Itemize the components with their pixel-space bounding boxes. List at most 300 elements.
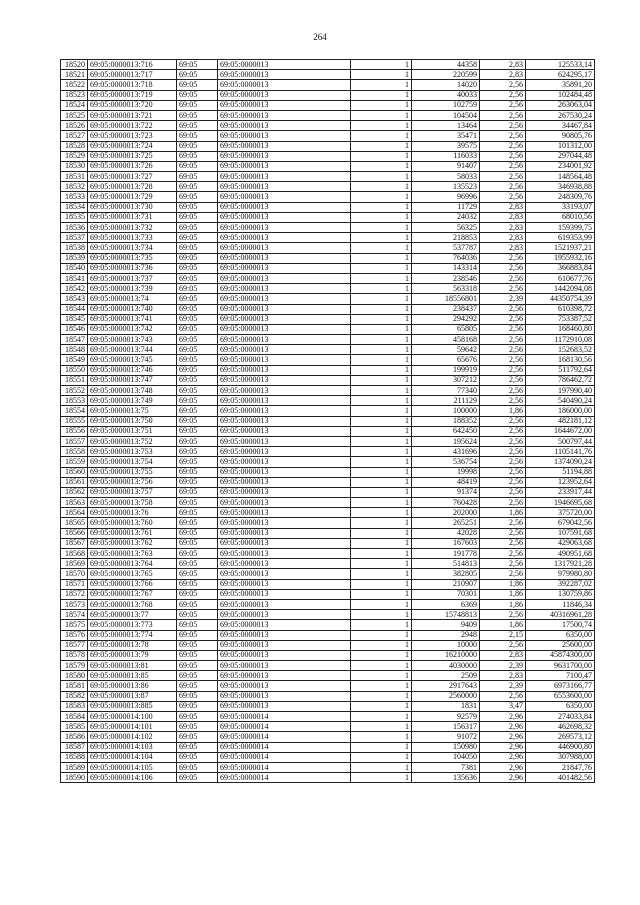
cell-cadastral-number: 69:05:0000013:736	[88, 263, 177, 273]
cell-cadastral-value: 753387,52	[526, 314, 595, 324]
cell-area: 150980	[412, 742, 480, 752]
cell-area: 202000	[412, 508, 480, 518]
cell-area: 167603	[412, 538, 480, 548]
cell-row-number: 18529	[61, 151, 88, 161]
table-row	[61, 610, 595, 620]
cell-cadastral-number: 69:05:0000013:757	[88, 487, 177, 497]
cell-district-code: 69:05	[177, 610, 218, 620]
table-body	[61, 60, 595, 783]
cell-district-code: 69:05	[177, 549, 218, 559]
cell-quarter-number: 69:05:0000013	[218, 335, 351, 345]
cell-cadastral-value: 123952,64	[526, 477, 595, 487]
cell-quarter-number: 69:05:0000013	[218, 396, 351, 406]
cell-district-code: 69:05	[177, 151, 218, 161]
cell-specific-value: 2,56	[480, 538, 526, 548]
cell-cadastral-value: 263063,04	[526, 100, 595, 110]
table-row	[61, 131, 595, 141]
cell-cadastral-number: 69:05:0000013:754	[88, 457, 177, 467]
cell-row-number: 18544	[61, 304, 88, 314]
cell-specific-value: 2,83	[480, 650, 526, 660]
table-row	[61, 223, 595, 233]
cell-cadastral-number: 69:05:0000013:746	[88, 365, 177, 375]
cell-quarter-number: 69:05:0000013	[218, 661, 351, 671]
cell-specific-value: 2,39	[480, 661, 526, 671]
cell-row-number: 18524	[61, 100, 88, 110]
cell-district-code: 69:05	[177, 589, 218, 599]
cell-cadastral-value: 679042,56	[526, 518, 595, 528]
table-row	[61, 141, 595, 151]
cell-district-code: 69:05	[177, 457, 218, 467]
table-row	[61, 762, 595, 772]
table-row	[61, 538, 595, 548]
cell-quarter-number: 69:05:0000014	[218, 752, 351, 762]
cell-row-number: 18585	[61, 722, 88, 732]
cell-group-number: 1	[351, 712, 412, 722]
cell-cadastral-value: 1644672,00	[526, 426, 595, 436]
cell-group-number: 1	[351, 60, 412, 70]
cell-area: 514813	[412, 559, 480, 569]
cell-quarter-number: 69:05:0000013	[218, 426, 351, 436]
cell-cadastral-number: 69:05:0000013:720	[88, 100, 177, 110]
cell-area: 104050	[412, 752, 480, 762]
cell-row-number: 18539	[61, 253, 88, 263]
cell-specific-value: 2,56	[480, 487, 526, 497]
cell-quarter-number: 69:05:0000013	[218, 447, 351, 457]
cell-cadastral-number: 69:05:0000013:749	[88, 396, 177, 406]
cell-row-number: 18534	[61, 202, 88, 212]
cell-area: 382805	[412, 569, 480, 579]
cell-specific-value: 2,39	[480, 294, 526, 304]
cell-area: 39575	[412, 141, 480, 151]
cell-area: 65805	[412, 324, 480, 334]
table-row	[61, 498, 595, 508]
cell-specific-value: 2,56	[480, 467, 526, 477]
cell-cadastral-number: 69:05:0000013:87	[88, 691, 177, 701]
cell-area: 92579	[412, 712, 480, 722]
cell-district-code: 69:05	[177, 314, 218, 324]
cell-row-number: 18543	[61, 294, 88, 304]
cell-quarter-number: 69:05:0000013	[218, 620, 351, 630]
cell-area: 6369	[412, 599, 480, 609]
cell-cadastral-number: 69:05:0000013:74	[88, 294, 177, 304]
cell-quarter-number: 69:05:0000013	[218, 355, 351, 365]
table-row	[61, 477, 595, 487]
cell-quarter-number: 69:05:0000013	[218, 477, 351, 487]
table-row	[61, 467, 595, 477]
cell-quarter-number: 69:05:0000013	[218, 498, 351, 508]
cell-row-number: 18566	[61, 528, 88, 538]
cell-cadastral-number: 69:05:0000013:77	[88, 610, 177, 620]
cell-area: 4030000	[412, 661, 480, 671]
cell-group-number: 1	[351, 273, 412, 283]
table-row	[61, 314, 595, 324]
cell-group-number: 1	[351, 681, 412, 691]
cell-cadastral-value: 490951,68	[526, 549, 595, 559]
cell-area: 764036	[412, 253, 480, 263]
cell-district-code: 69:05	[177, 416, 218, 426]
table-row	[61, 701, 595, 711]
cell-group-number: 1	[351, 559, 412, 569]
table-row	[61, 569, 595, 579]
cell-cadastral-value: 610677,76	[526, 273, 595, 283]
cell-cadastral-number: 69:05:0000013:755	[88, 467, 177, 477]
cell-specific-value: 2,56	[480, 518, 526, 528]
cell-cadastral-value: 7100,47	[526, 671, 595, 681]
cell-cadastral-number: 69:05:0000014:100	[88, 712, 177, 722]
table-row	[61, 671, 595, 681]
cell-district-code: 69:05	[177, 335, 218, 345]
cell-cadastral-value: 35891,20	[526, 80, 595, 90]
cell-group-number: 1	[351, 732, 412, 742]
cell-district-code: 69:05	[177, 620, 218, 630]
cell-area: 59642	[412, 345, 480, 355]
cell-cadastral-value: 90805,76	[526, 131, 595, 141]
cell-cadastral-number: 69:05:0000013:718	[88, 80, 177, 90]
cell-row-number: 18580	[61, 671, 88, 681]
cell-cadastral-number: 69:05:0000014:106	[88, 773, 177, 783]
table-row	[61, 192, 595, 202]
table-row	[61, 752, 595, 762]
cell-specific-value: 2,96	[480, 752, 526, 762]
cell-row-number: 18556	[61, 426, 88, 436]
cell-district-code: 69:05	[177, 508, 218, 518]
cell-area: 199919	[412, 365, 480, 375]
cell-quarter-number: 69:05:0000014	[218, 722, 351, 732]
cell-cadastral-value: 6350,00	[526, 701, 595, 711]
cell-cadastral-value: 248309,76	[526, 192, 595, 202]
cell-group-number: 1	[351, 671, 412, 681]
cell-quarter-number: 69:05:0000013	[218, 436, 351, 446]
table-row	[61, 620, 595, 630]
cell-cadastral-value: 168130,56	[526, 355, 595, 365]
cell-row-number: 18531	[61, 172, 88, 182]
cell-cadastral-number: 69:05:0000013:765	[88, 569, 177, 579]
cell-quarter-number: 69:05:0000013	[218, 70, 351, 80]
cell-cadastral-number: 69:05:0000013:724	[88, 141, 177, 151]
cell-area: 35471	[412, 131, 480, 141]
cell-cadastral-value: 51194,88	[526, 467, 595, 477]
table-row	[61, 304, 595, 314]
cell-area: 156317	[412, 722, 480, 732]
cell-district-code: 69:05	[177, 386, 218, 396]
table-row	[61, 681, 595, 691]
cell-row-number: 18579	[61, 661, 88, 671]
cell-quarter-number: 69:05:0000013	[218, 375, 351, 385]
cell-group-number: 1	[351, 518, 412, 528]
cell-specific-value: 2,56	[480, 498, 526, 508]
table-row	[61, 457, 595, 467]
cell-district-code: 69:05	[177, 498, 218, 508]
cell-specific-value: 2,56	[480, 284, 526, 294]
cell-group-number: 1	[351, 151, 412, 161]
table-row	[61, 406, 595, 416]
cell-row-number: 18578	[61, 650, 88, 660]
cell-cadastral-number: 69:05:0000013:763	[88, 549, 177, 559]
cell-row-number: 18584	[61, 712, 88, 722]
cell-specific-value: 2,56	[480, 610, 526, 620]
cell-row-number: 18527	[61, 131, 88, 141]
cell-district-code: 69:05	[177, 773, 218, 783]
cell-row-number: 18540	[61, 263, 88, 273]
cell-specific-value: 2,96	[480, 712, 526, 722]
cell-cadastral-number: 69:05:0000013:725	[88, 151, 177, 161]
cell-row-number: 18577	[61, 640, 88, 650]
cell-cadastral-number: 69:05:0000013:734	[88, 243, 177, 253]
cell-quarter-number: 69:05:0000014	[218, 773, 351, 783]
table-row	[61, 161, 595, 171]
cell-specific-value: 2,56	[480, 691, 526, 701]
cell-cadastral-value: 45874300,00	[526, 650, 595, 660]
cell-quarter-number: 69:05:0000013	[218, 650, 351, 660]
cell-quarter-number: 69:05:0000013	[218, 192, 351, 202]
cell-group-number: 1	[351, 284, 412, 294]
cell-cadastral-value: 6350,00	[526, 630, 595, 640]
cell-quarter-number: 69:05:0000013	[218, 610, 351, 620]
table-row	[61, 630, 595, 640]
cell-district-code: 69:05	[177, 447, 218, 457]
cell-group-number: 1	[351, 630, 412, 640]
cell-cadastral-number: 69:05:0000013:78	[88, 640, 177, 650]
cell-cadastral-value: 274033,84	[526, 712, 595, 722]
cell-specific-value: 1,86	[480, 589, 526, 599]
cell-group-number: 1	[351, 161, 412, 171]
cell-group-number: 1	[351, 386, 412, 396]
cell-district-code: 69:05	[177, 212, 218, 222]
cell-cadastral-value: 267530,24	[526, 110, 595, 120]
cell-group-number: 1	[351, 436, 412, 446]
table-row	[61, 528, 595, 538]
cell-cadastral-number: 69:05:0000013:751	[88, 426, 177, 436]
cell-area: 1831	[412, 701, 480, 711]
cell-district-code: 69:05	[177, 70, 218, 80]
cell-area: 218853	[412, 233, 480, 243]
cell-quarter-number: 69:05:0000013	[218, 304, 351, 314]
cell-cadastral-value: 44350754,39	[526, 294, 595, 304]
cell-row-number: 18588	[61, 752, 88, 762]
cell-row-number: 18532	[61, 182, 88, 192]
cell-area: 642450	[412, 426, 480, 436]
cell-group-number: 1	[351, 426, 412, 436]
cell-row-number: 18545	[61, 314, 88, 324]
cell-cadastral-value: 6553600,00	[526, 691, 595, 701]
cell-group-number: 1	[351, 538, 412, 548]
cell-district-code: 69:05	[177, 691, 218, 701]
cell-specific-value: 2,56	[480, 457, 526, 467]
cell-row-number: 18548	[61, 345, 88, 355]
cell-group-number: 1	[351, 355, 412, 365]
cell-specific-value: 2,96	[480, 742, 526, 752]
cell-quarter-number: 69:05:0000013	[218, 60, 351, 70]
cell-quarter-number: 69:05:0000013	[218, 212, 351, 222]
cell-district-code: 69:05	[177, 90, 218, 100]
cell-cadastral-value: 429063,68	[526, 538, 595, 548]
cell-specific-value: 2,56	[480, 559, 526, 569]
cell-quarter-number: 69:05:0000013	[218, 324, 351, 334]
cell-district-code: 69:05	[177, 701, 218, 711]
table-row	[61, 284, 595, 294]
cell-area: 13464	[412, 121, 480, 131]
cell-district-code: 69:05	[177, 263, 218, 273]
cell-cadastral-value: 6973166,77	[526, 681, 595, 691]
cell-row-number: 18526	[61, 121, 88, 131]
table-row	[61, 396, 595, 406]
cell-area: 135636	[412, 773, 480, 783]
cell-specific-value: 2,56	[480, 447, 526, 457]
cell-specific-value: 2,56	[480, 569, 526, 579]
cell-row-number: 18568	[61, 549, 88, 559]
cell-row-number: 18525	[61, 110, 88, 120]
cell-specific-value: 2,56	[480, 182, 526, 192]
cell-row-number: 18567	[61, 538, 88, 548]
cell-area: 135523	[412, 182, 480, 192]
table-row	[61, 121, 595, 131]
cell-row-number: 18522	[61, 80, 88, 90]
cell-area: 15748813	[412, 610, 480, 620]
table-row	[61, 182, 595, 192]
cell-quarter-number: 69:05:0000013	[218, 701, 351, 711]
table-row	[61, 599, 595, 609]
cell-cadastral-number: 69:05:0000013:733	[88, 233, 177, 243]
cell-quarter-number: 69:05:0000014	[218, 742, 351, 752]
cell-district-code: 69:05	[177, 365, 218, 375]
cell-cadastral-value: 979980,80	[526, 569, 595, 579]
cell-district-code: 69:05	[177, 762, 218, 772]
cell-district-code: 69:05	[177, 355, 218, 365]
cell-specific-value: 2,96	[480, 762, 526, 772]
cell-group-number: 1	[351, 365, 412, 375]
cell-quarter-number: 69:05:0000013	[218, 110, 351, 120]
cell-cadastral-number: 69:05:0000014:103	[88, 742, 177, 752]
cell-district-code: 69:05	[177, 487, 218, 497]
cell-quarter-number: 69:05:0000013	[218, 579, 351, 589]
cell-specific-value: 2,56	[480, 426, 526, 436]
table-row	[61, 589, 595, 599]
cell-cadastral-number: 69:05:0000013:739	[88, 284, 177, 294]
cell-cadastral-value: 125533,14	[526, 60, 595, 70]
cell-district-code: 69:05	[177, 650, 218, 660]
cell-cadastral-number: 69:05:0000013:767	[88, 589, 177, 599]
cell-quarter-number: 69:05:0000013	[218, 294, 351, 304]
cell-cadastral-value: 102484,48	[526, 90, 595, 100]
cell-specific-value: 2,83	[480, 233, 526, 243]
cell-cadastral-number: 69:05:0000013:722	[88, 121, 177, 131]
cell-cadastral-value: 168460,80	[526, 324, 595, 334]
cell-quarter-number: 69:05:0000013	[218, 386, 351, 396]
table-row	[61, 294, 595, 304]
cell-cadastral-number: 69:05:0000014:101	[88, 722, 177, 732]
cell-row-number: 18565	[61, 518, 88, 528]
cell-row-number: 18521	[61, 70, 88, 80]
table-row	[61, 263, 595, 273]
cell-row-number: 18528	[61, 141, 88, 151]
cell-quarter-number: 69:05:0000013	[218, 599, 351, 609]
cell-cadastral-number: 69:05:0000013:762	[88, 538, 177, 548]
cell-group-number: 1	[351, 661, 412, 671]
cell-district-code: 69:05	[177, 538, 218, 548]
cell-district-code: 69:05	[177, 223, 218, 233]
cell-quarter-number: 69:05:0000013	[218, 141, 351, 151]
cell-row-number: 18581	[61, 681, 88, 691]
table-row	[61, 447, 595, 457]
cell-district-code: 69:05	[177, 426, 218, 436]
cell-quarter-number: 69:05:0000013	[218, 630, 351, 640]
cell-cadastral-number: 69:05:0000013:768	[88, 599, 177, 609]
cell-quarter-number: 69:05:0000013	[218, 314, 351, 324]
cell-area: 238437	[412, 304, 480, 314]
cell-quarter-number: 69:05:0000014	[218, 762, 351, 772]
cell-area: 7381	[412, 762, 480, 772]
cell-area: 536754	[412, 457, 480, 467]
cell-area: 2917643	[412, 681, 480, 691]
cell-specific-value: 2,56	[480, 528, 526, 538]
cell-specific-value: 2,15	[480, 630, 526, 640]
cell-row-number: 18573	[61, 599, 88, 609]
cell-group-number: 1	[351, 335, 412, 345]
cell-cadastral-value: 107591,68	[526, 528, 595, 538]
cell-group-number: 1	[351, 202, 412, 212]
cell-specific-value: 1,86	[480, 406, 526, 416]
cell-group-number: 1	[351, 477, 412, 487]
cell-specific-value: 2,56	[480, 192, 526, 202]
cell-group-number: 1	[351, 722, 412, 732]
cell-district-code: 69:05	[177, 100, 218, 110]
cell-cadastral-value: 33193,07	[526, 202, 595, 212]
cell-cadastral-number: 69:05:0000013:756	[88, 477, 177, 487]
cell-row-number: 18557	[61, 436, 88, 446]
cell-area: 307212	[412, 375, 480, 385]
table-row	[61, 426, 595, 436]
cell-cadastral-value: 1442094,08	[526, 284, 595, 294]
cell-group-number: 1	[351, 528, 412, 538]
cell-cadastral-value: 1105141,76	[526, 447, 595, 457]
cell-row-number: 18563	[61, 498, 88, 508]
cell-cadastral-value: 21847,76	[526, 762, 595, 772]
cell-group-number: 1	[351, 650, 412, 660]
cell-cadastral-value: 1946695,68	[526, 498, 595, 508]
cell-row-number: 18553	[61, 396, 88, 406]
cell-cadastral-number: 69:05:0000013:774	[88, 630, 177, 640]
cell-quarter-number: 69:05:0000013	[218, 131, 351, 141]
cell-group-number: 1	[351, 498, 412, 508]
cell-district-code: 69:05	[177, 243, 218, 253]
cell-district-code: 69:05	[177, 712, 218, 722]
cell-district-code: 69:05	[177, 569, 218, 579]
table-row	[61, 386, 595, 396]
cell-group-number: 1	[351, 447, 412, 457]
cell-group-number: 1	[351, 375, 412, 385]
cell-specific-value: 2,56	[480, 121, 526, 131]
cell-cadastral-number: 69:05:0000014:104	[88, 752, 177, 762]
cell-area: 760428	[412, 498, 480, 508]
cell-cadastral-number: 69:05:0000013:729	[88, 192, 177, 202]
table-row	[61, 110, 595, 120]
cell-specific-value: 2,96	[480, 722, 526, 732]
cell-area: 58033	[412, 172, 480, 182]
cell-district-code: 69:05	[177, 630, 218, 640]
cell-specific-value: 2,83	[480, 70, 526, 80]
cell-cadastral-number: 69:05:0000013:758	[88, 498, 177, 508]
cell-cadastral-value: 1172910,08	[526, 335, 595, 345]
cell-area: 431696	[412, 447, 480, 457]
cell-specific-value: 2,56	[480, 345, 526, 355]
cell-cadastral-value: 392287,02	[526, 579, 595, 589]
cell-cadastral-number: 69:05:0000013:737	[88, 273, 177, 283]
cell-quarter-number: 69:05:0000013	[218, 100, 351, 110]
cell-district-code: 69:05	[177, 742, 218, 752]
cell-district-code: 69:05	[177, 528, 218, 538]
cell-cadastral-value: 234001,92	[526, 161, 595, 171]
table-row	[61, 80, 595, 90]
